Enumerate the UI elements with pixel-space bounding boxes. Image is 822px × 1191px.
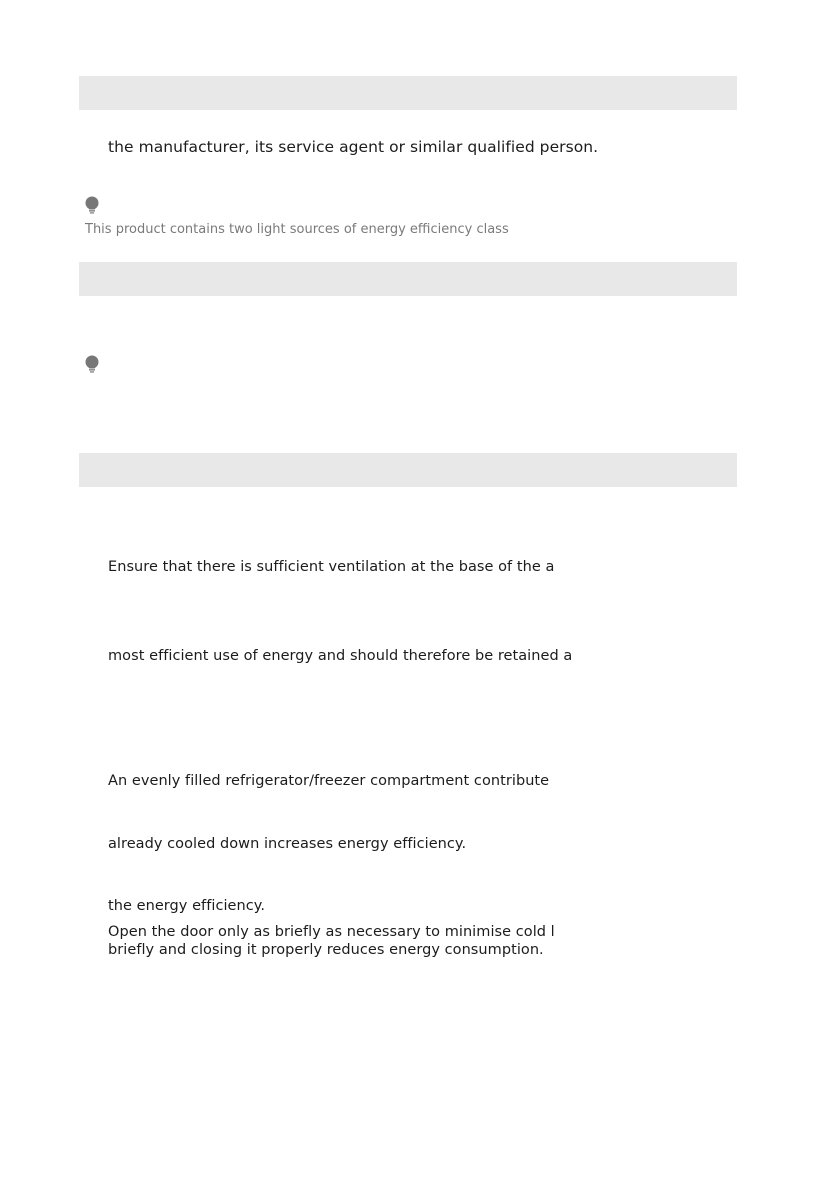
body-text-line-6: the energy efficiency. [108, 898, 266, 914]
body-text-line-8: briefly and closing it properly reduces energy consumption. [108, 942, 544, 958]
body-text-line-4: An evenly filled refrigerator/freezer compartment contribute [108, 773, 550, 789]
body-text-line-3: most efficient use of energy and should therefore be retained a [108, 648, 573, 664]
section-header-bar-2 [79, 262, 737, 296]
body-text-line-1: the manufacturer, its service agent or similar qualified person. [108, 138, 599, 156]
lightbulb-icon [84, 196, 100, 214]
section-header-bar-1 [79, 76, 737, 110]
note-text: This product contains two light sources of energy efficiency class [85, 222, 509, 237]
body-text-line-5: already cooled down increases energy efficiency. [108, 836, 467, 852]
section-header-bar-3 [79, 453, 737, 487]
body-text-line-2: Ensure that there is sufficient ventilation at the base of the a [108, 559, 555, 575]
lightbulb-icon [84, 355, 100, 373]
body-text-line-7: Open the door only as briefly as necessary to minimise cold l [108, 924, 555, 940]
